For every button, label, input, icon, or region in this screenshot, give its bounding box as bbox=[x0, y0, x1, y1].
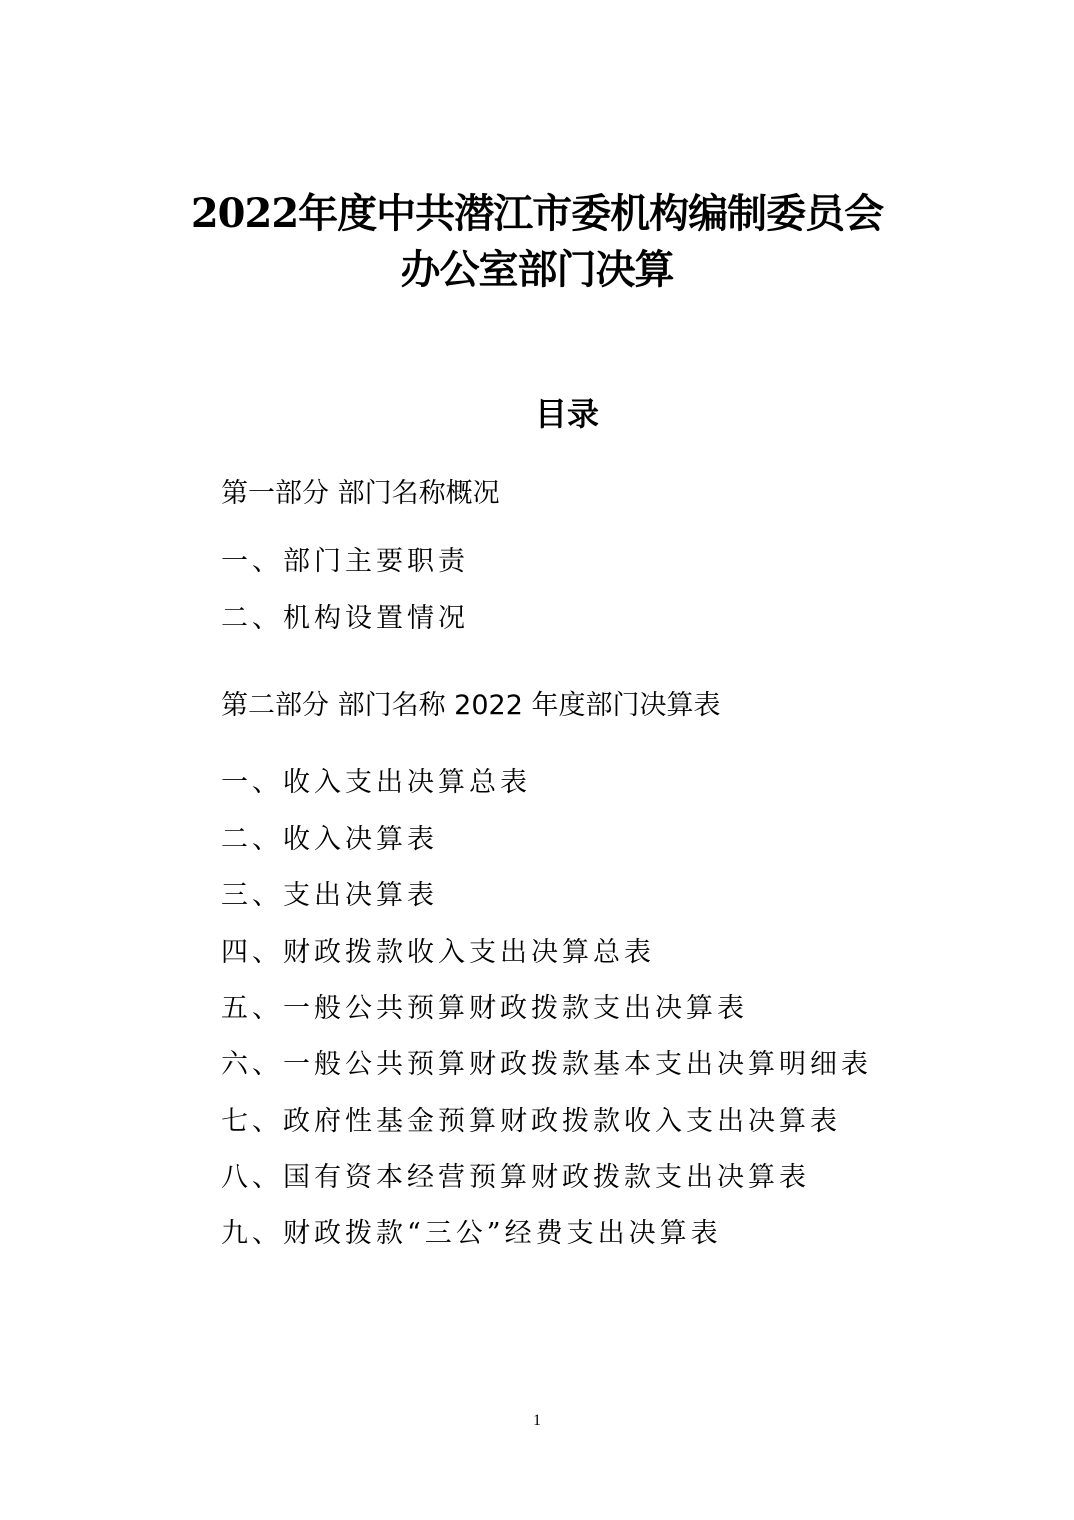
toc-part-2-heading: 第二部分 部门名称 2022 年度部门决算表 bbox=[221, 690, 721, 721]
toc-part-2-item: 七、政府性基金预算财政拨款收入支出决算表 bbox=[221, 1106, 841, 1137]
toc-part-2-item: 一、收入支出决算总表 bbox=[221, 767, 531, 798]
title-line-1: 2022年度中共潜江市委机构编制委员会 bbox=[190, 190, 884, 237]
document-title bbox=[0, 186, 1074, 298]
toc-part-2-item: 四、财政拨款收入支出决算总表 bbox=[221, 937, 655, 968]
toc-part-1-heading: 第一部分 部门名称概况 bbox=[221, 478, 500, 509]
toc-part-2-item: 三、支出决算表 bbox=[221, 880, 438, 911]
toc-part-2-item: 六、一般公共预算财政拨款基本支出决算明细表 bbox=[221, 1049, 872, 1080]
toc-part-1-item: 一、部门主要职责 bbox=[221, 546, 469, 577]
toc-part-2-item: 五、一般公共预算财政拨款支出决算表 bbox=[221, 993, 748, 1024]
toc-part-1-item: 二、机构设置情况 bbox=[221, 603, 469, 634]
toc-heading: 目录 bbox=[534, 395, 599, 433]
title-line-2: 办公室部门决算 bbox=[400, 246, 674, 293]
toc-part-2-item: 二、收入决算表 bbox=[221, 824, 438, 855]
toc-part-2-item: 八、国有资本经营预算财政拨款支出决算表 bbox=[221, 1162, 810, 1193]
page-number: 1 bbox=[533, 1412, 541, 1429]
toc-part-2-item: 九、财政拨款“三公”经费支出决算表 bbox=[221, 1218, 722, 1249]
